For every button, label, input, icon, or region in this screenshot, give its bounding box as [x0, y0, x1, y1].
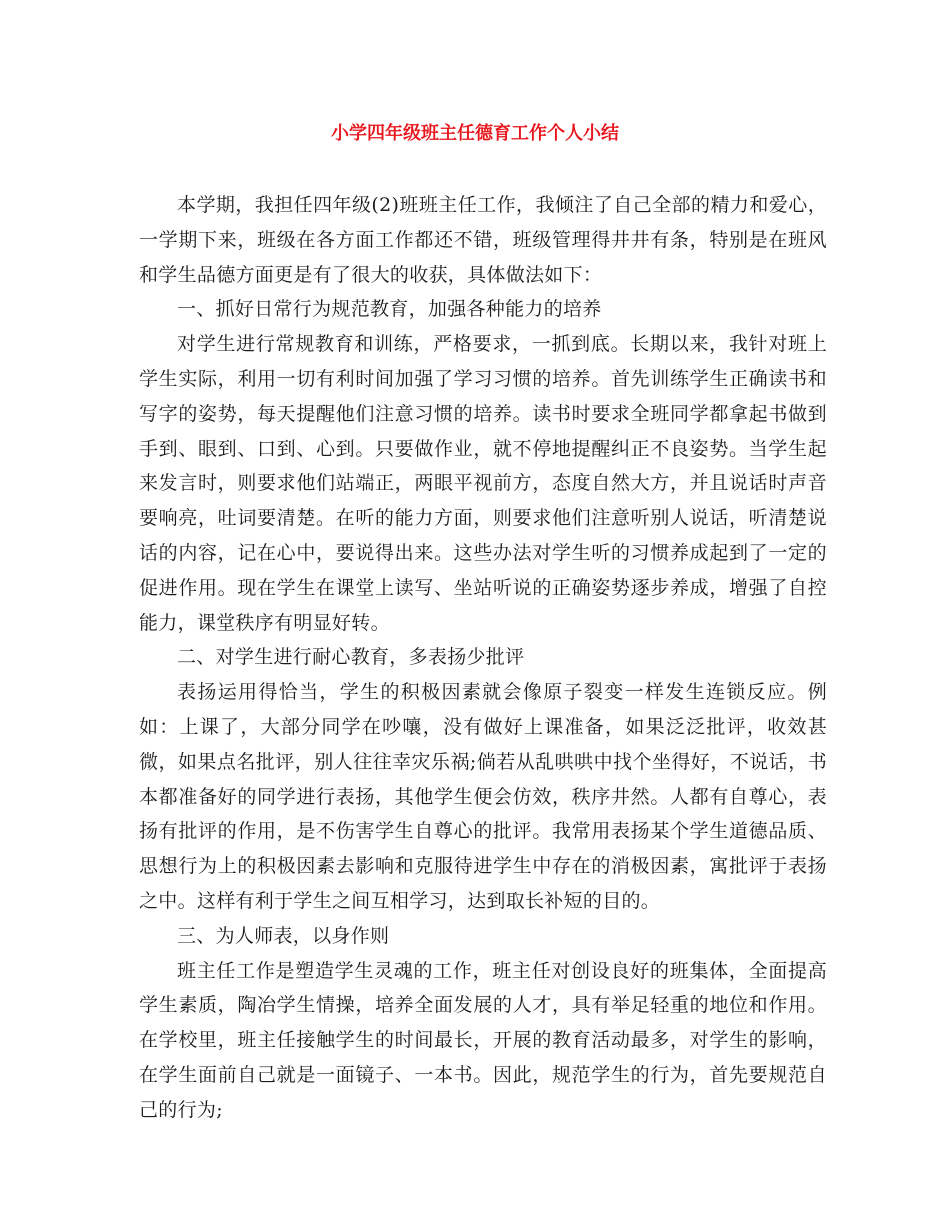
section-2-paragraph: 表扬运用得恰当，学生的积极因素就会像原子裂变一样发生连锁反应。例如：上课了，大部分同学在吵嚷，没有做好上课准备，如果泛泛批评，收效甚微，如果点名批评，别人往往幸灾乐祸;倘若从乱哄哄中找个坐得好，不说话，书本都准备好的同学进行表扬，其他学生便会仿效，秩序井然。人都有自尊心，表扬有批评的作用，是不伤害学生自尊心的批评。我常用表扬某个学生道德品质、思想行为上的积极因素去影响和克服待进学生中存在的消极因素，寓批评于表扬之中。这样有利于学生之间互相学习，达到取长补短的目的。 [139, 681, 827, 912]
section-heading-1: 一、抓好日常行为规范教育，加强各种能力的培养 [177, 298, 602, 321]
section-heading-2: 二、对学生进行耐心教育，多表扬少批评 [177, 646, 525, 669]
document-title: 小学四年级班主任德育工作个人小结 [331, 123, 619, 144]
section-heading-3: 三、为人师表，以身作则 [177, 924, 390, 947]
intro-paragraph: 本学期，我担任四年级(2)班班主任工作，我倾注了自己全部的精力和爱心，一学期下来，班级在各方面工作都还不错，班级管理得井井有条，特别是在班风和学生品德方面更是有了很大的收获，具体做法如下： [139, 194, 827, 286]
section-3-paragraph: 班主任工作是塑造学生灵魂的工作，班主任对创设良好的班集体，全面提高学生素质，陶冶学生情操，培养全面发展的人才，具有举足轻重的地位和作用。在学校里，班主任接触学生的时间最长，开展的教育活动最多，对学生的影响，在学生面前自己就是一面镜子、一本书。因此，规范学生的行为，首先要规范自己的行为; [139, 959, 827, 1121]
section-1-paragraph: 对学生进行常规教育和训练，严格要求，一抓到底。长期以来，我针对班上学生实际，利用一切有利时间加强了学习习惯的培养。首先训练学生正确读书和写字的姿势，每天提醒他们注意习惯的培养。读书时要求全班同学都拿起书做到手到、眼到、口到、心到。只要做作业，就不停地提醒纠正不良姿势。当学生起来发言时，则要求他们站端正，两眼平视前方，态度自然大方，并且说话时声音要响亮，吐词要清楚。在听的能力方面，则要求他们注意听别人说话，听清楚说话的内容，记在心中，要说得出来。这些办法对学生听的习惯养成起到了一定的促进作用。现在学生在课堂上读写、坐站听说的正确姿势逐步养成，增强了自控能力，课堂秩序有明显好转。 [139, 333, 827, 634]
document-body [139, 188, 827, 1128]
